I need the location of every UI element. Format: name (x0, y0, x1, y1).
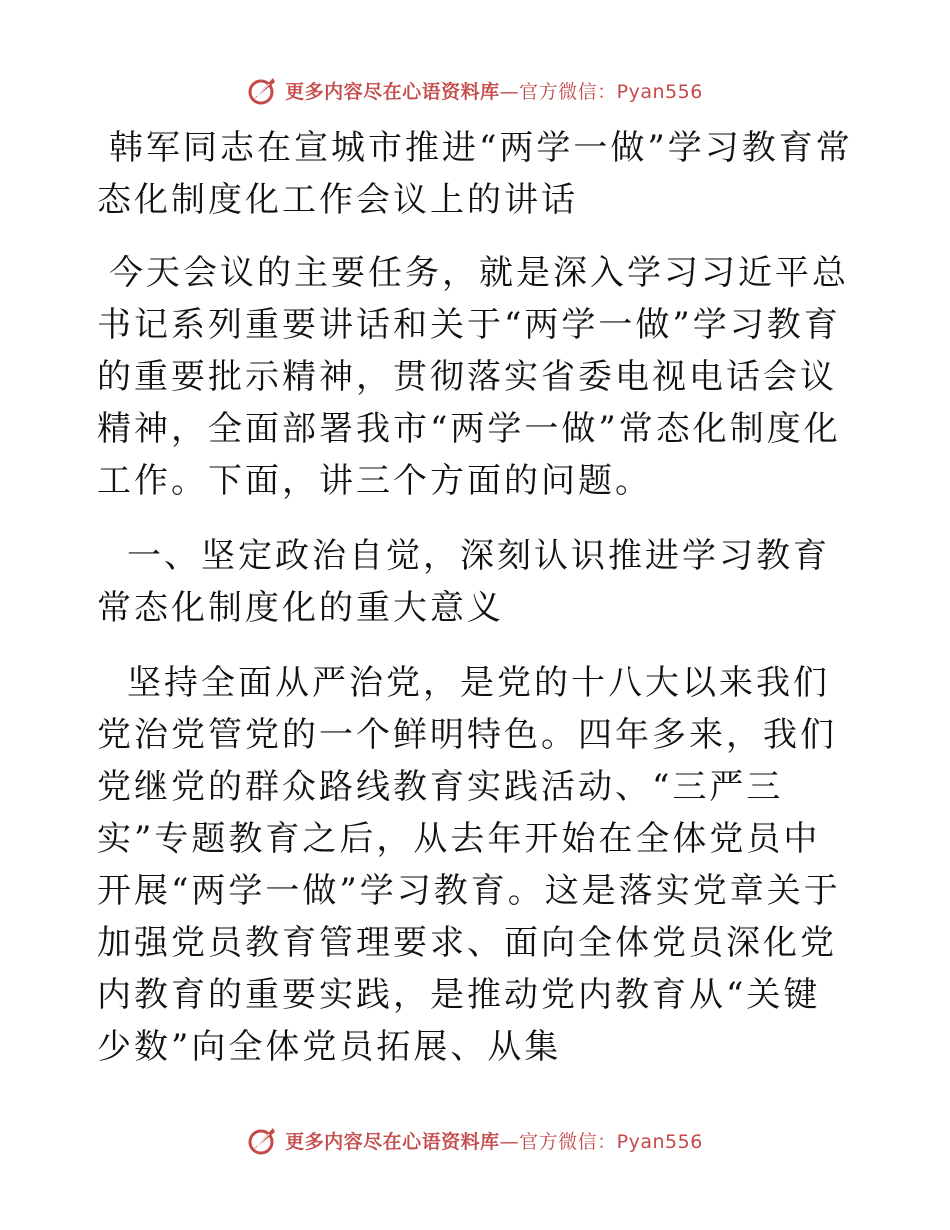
watermark-content (247, 1124, 703, 1156)
watermark-content (247, 74, 703, 106)
section-heading-1: 一、坚定政治自觉，深刻认识推进学习教育常态化制度化的重大意义 (97, 536, 830, 628)
feather-pen-logo-icon (247, 74, 279, 106)
watermark-banner-top (0, 70, 950, 110)
watermark-banner-bottom (0, 1120, 950, 1160)
document-title: 韩军同志在宣城市推进“两学一做”学习教育常态化制度化工作会议上的讲话 (97, 128, 853, 220)
watermark-text: 更多内容尽在心语资料库—官方微信：Pyan556 (285, 80, 703, 103)
paragraph-section-1: 坚持全面从严治党，是党的十八大以来我们党治党管党的一个鲜明特色。四年多来，我们党继党的群众路线教育实践活动、“三严三实”专题教育之后，从去年开始在全体党员中开展“两学一做”学习教育。这是落实党章关于加强党员教育管理要求、面向全体党员深化党内教育的重要实践，是推动党内教育从“关键少数”向全体党员拓展、从集 (97, 663, 841, 1067)
feather-pen-logo-icon (247, 1124, 279, 1156)
paragraph-intro: 今天会议的主要任务，就是深入学习习近平总书记系列重要讲话和关于“两学一做”学习教育的重要批示精神，贯彻落实省委电视电话会议精神，全面部署我市“两学一做”常态化制度化工作。下面，讲三个方面的问题。 (97, 253, 849, 501)
watermark-text: 更多内容尽在心语资料库—官方微信：Pyan556 (285, 1130, 703, 1153)
document-body (97, 122, 857, 1073)
